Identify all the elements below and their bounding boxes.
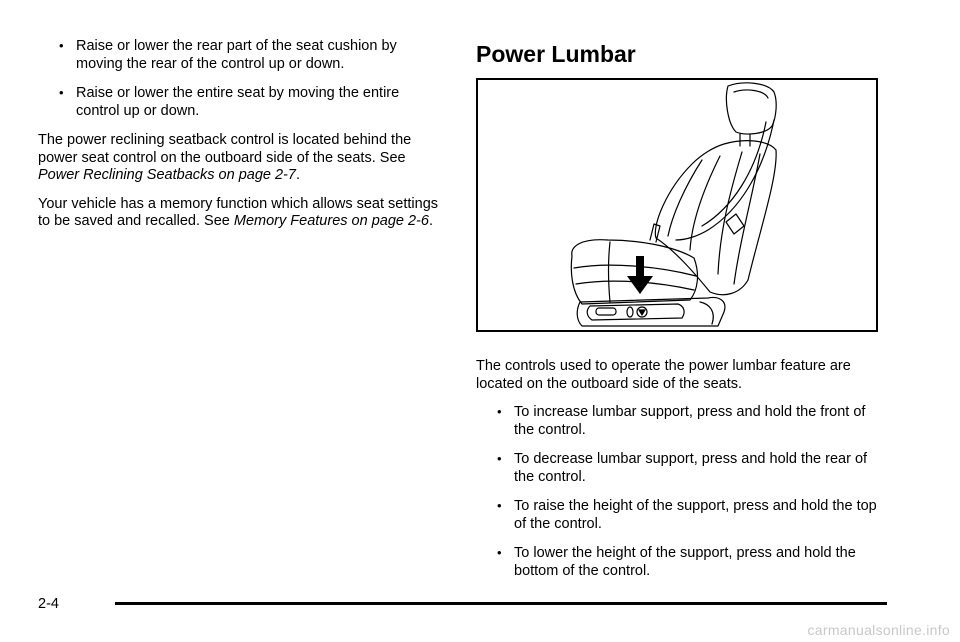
list-item xyxy=(476,451,884,486)
bullet-icon: • xyxy=(59,85,64,100)
paragraph-reclining: The power reclining seatback control is located behind the power seat control on the outboard side of the seats. See Power Reclining Seatbacks on page 2-7. xyxy=(38,132,412,183)
bullet-text: To raise the height of the support, press and hold the top of the control. xyxy=(514,498,877,532)
page-number: 2-4 xyxy=(38,596,59,612)
left-column xyxy=(38,38,443,242)
bullet-icon: • xyxy=(497,545,502,560)
arrow-down-icon xyxy=(627,256,653,294)
list-item xyxy=(476,404,884,439)
bullet-text: To increase lumbar support, press and hold the front of the control. xyxy=(514,404,866,438)
watermark: carmanualsonline.info xyxy=(807,622,950,638)
paragraph-memory: Your vehicle has a memory function which allows seat settings to be saved and recalled. See Memory Features on page 2-6. xyxy=(38,195,439,229)
bullet-icon: • xyxy=(497,404,502,419)
list-item xyxy=(38,85,443,120)
cross-reference-link[interactable]: Memory Features on page 2-6 xyxy=(233,213,429,229)
footer-divider xyxy=(115,602,887,605)
list-item xyxy=(476,545,884,580)
cross-reference-link[interactable]: Power Reclining Seatbacks on page 2-7 xyxy=(38,167,296,183)
paragraph-intro: The controls used to operate the power lumbar feature are located on the outboard side of the seats. xyxy=(476,358,851,392)
bullet-icon: • xyxy=(497,451,502,466)
bullet-text: To lower the height of the support, press and hold the bottom of the control. xyxy=(514,545,856,579)
bullet-text: To decrease lumbar support, press and hold the rear of the control. xyxy=(514,451,868,485)
seat-drawing xyxy=(478,80,876,330)
list-item xyxy=(476,498,884,533)
bullet-text: Raise or lower the rear part of the seat cushion by moving the rear of the control up or down. xyxy=(76,38,397,72)
bullet-icon: • xyxy=(59,38,64,53)
list-item xyxy=(38,38,443,73)
bullet-text: Raise or lower the entire seat by moving the entire control up or down. xyxy=(76,85,400,119)
bullet-icon: • xyxy=(497,498,502,513)
section-heading: Power Lumbar xyxy=(476,41,636,67)
right-column xyxy=(476,38,884,592)
seat-illustration xyxy=(476,78,878,332)
